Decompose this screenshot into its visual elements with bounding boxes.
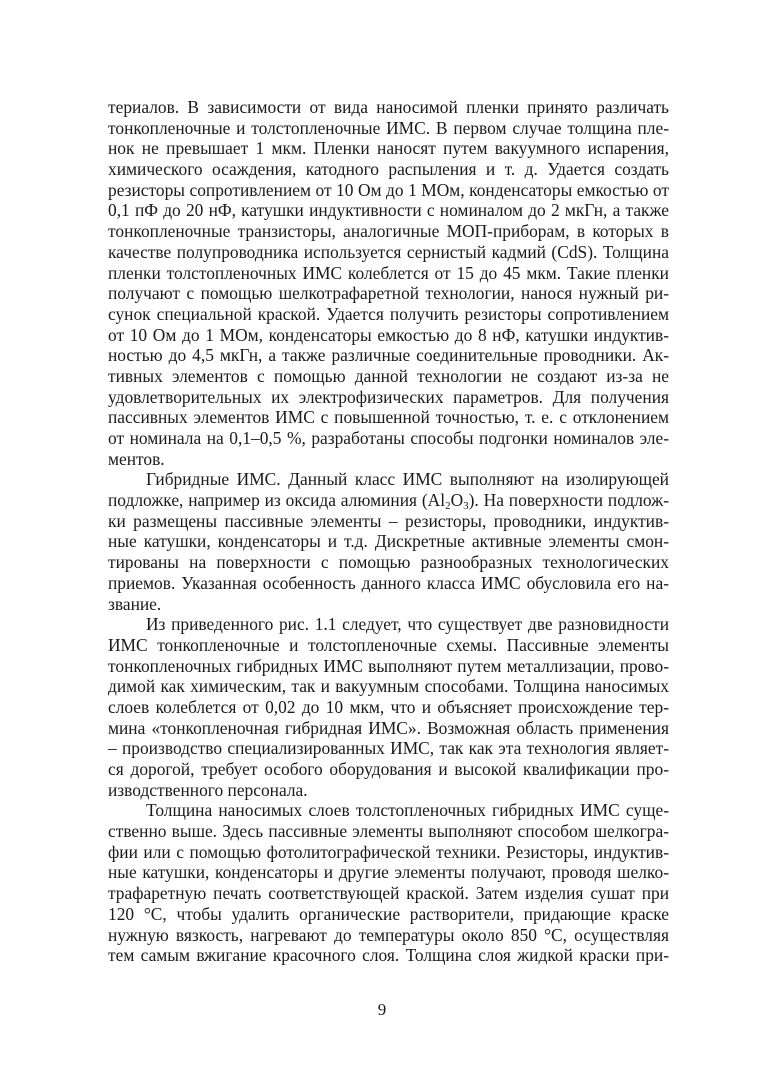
- text-line: тем самым вжигание красочного слоя. Толщина слоя жидкой краски при-: [108, 945, 669, 966]
- text-line: слоев колеблется от 0,02 до 10 мкм, что и объясняет происхождение тер-: [108, 696, 669, 717]
- text-line: пассивных элементов ИМС с повышенной точностью, т. е. с отклонением: [108, 407, 669, 428]
- text-line: тивных элементов с помощью данной технологии не создают из-за не: [108, 365, 669, 386]
- text-line: фии или с помощью фотолитографической техники. Резисторы, индуктив-: [108, 841, 669, 862]
- text-line: ИМС тонкопленочные и толстопленочные схемы. Пассивные элементы: [108, 634, 669, 655]
- text-line: ментов.: [108, 448, 165, 469]
- text-line: тонкопленочные и толстопленочные ИМС. В первом случае толщина пле-: [108, 117, 669, 138]
- text-line: тированы на поверхности с помощью разнообразных технологических: [108, 552, 669, 573]
- text-line: изводственного персонала.: [108, 779, 308, 800]
- text-line: пленки толстопленочных ИМС колеблется от 15 до 45 мкм. Такие пленки: [108, 262, 669, 283]
- text-line: ные катушки, конденсаторы и т.д. Дискретные активные элементы смон-: [108, 531, 669, 552]
- text-line: трафаретную печать соответствующей краской. Затем изделия сушат при: [108, 883, 669, 904]
- text-line: сунок специальной краской. Удается получить резисторы сопротивлением: [108, 303, 669, 324]
- text-line: химического осаждения, катодного распыления и т. д. Удается создать: [108, 159, 669, 180]
- text-line: 120 °С, чтобы удалить органические растворители, придающие краске: [108, 903, 669, 924]
- text-line: – производство специализированных ИМС, так как эта технология являет-: [108, 738, 669, 759]
- text-line: звание.: [108, 593, 162, 614]
- text-line: от номинала на 0,1–0,5 %, разработаны способы подгонки номиналов эле-: [108, 428, 669, 448]
- text-line: [108, 490, 669, 511]
- text-line: приемов. Указанная особенность данного класса ИМС обусловила его на-: [108, 572, 669, 593]
- text-line: димой как химическим, так и вакуумным способами. Толщина наносимых: [108, 676, 669, 697]
- text-line: качестве полупроводника используется сернистый кадмий (CdS). Толщина: [108, 241, 669, 262]
- text-line: мина «тонкопленочная гибридная ИМС». Возможная область применения: [108, 717, 669, 738]
- text-line: ные катушки, конденсаторы и другие элементы получают, проводя шелко-: [108, 862, 669, 883]
- page-number: 9: [377, 1000, 387, 1019]
- text-line: териалов. В зависимости от вида наносимой пленки принято различать: [108, 97, 669, 117]
- text-line: ностью до 4,5 мкГн, а также различные соединительные проводники. Ак-: [108, 345, 669, 366]
- text-line: ки размещены пассивные элементы – резисторы, проводники, индуктив-: [108, 510, 669, 531]
- text-segment: ). На поверхности подлож-: [468, 490, 669, 511]
- text-line: от 10 Ом до 1 МОм, конденсаторы емкостью до 8 нФ, катушки индуктив-: [108, 324, 669, 345]
- text-line: ственно выше. Здесь пассивные элементы выполняют способом шелкогра-: [108, 821, 669, 842]
- text-line: Гибридные ИМС. Данный класс ИМС выполняют на изолирующей: [146, 469, 669, 490]
- body-text: [108, 97, 669, 966]
- text-segment: подложке, например из оксида алюминия (Al: [108, 490, 446, 511]
- text-line: ся дорогой, требует особого оборудования и высокой квалификации про-: [108, 759, 669, 779]
- text-line: тонкопленочные транзисторы, аналогичные МОП-приборам, в которых в: [108, 221, 669, 242]
- text-line: тонкопленочных гибридных ИМС выполняют путем металлизации, прово-: [108, 655, 669, 676]
- text-line: Толщина наносимых слоев толстопленочных гибридных ИМС суще-: [146, 800, 669, 821]
- text-line: нужную вязкость, нагревают до температуры около 850 °С, осуществляя: [108, 924, 669, 945]
- subscript: 2: [445, 500, 451, 513]
- text-line: нок не превышает 1 мкм. Пленки наносят путем вакуумного испарения,: [108, 138, 669, 159]
- text-line: удовлетворительных их электрофизических параметров. Для получения: [108, 386, 669, 407]
- text-line: получают с помощью шелкотрафаретной технологии, нанося нужный ри-: [108, 283, 669, 304]
- subscript: 3: [463, 500, 469, 513]
- text-line: 0,1 пФ до 20 нФ, катушки индуктивности с номиналом до 2 мкГн, а также: [108, 200, 669, 221]
- text-line: резисторы сопротивлением от 10 Ом до 1 МОм, конденсаторы емкостью от: [108, 179, 669, 200]
- text-segment: O: [450, 490, 464, 511]
- text-line: Из приведенного рис. 1.1 следует, что существует две разновидности: [146, 614, 669, 635]
